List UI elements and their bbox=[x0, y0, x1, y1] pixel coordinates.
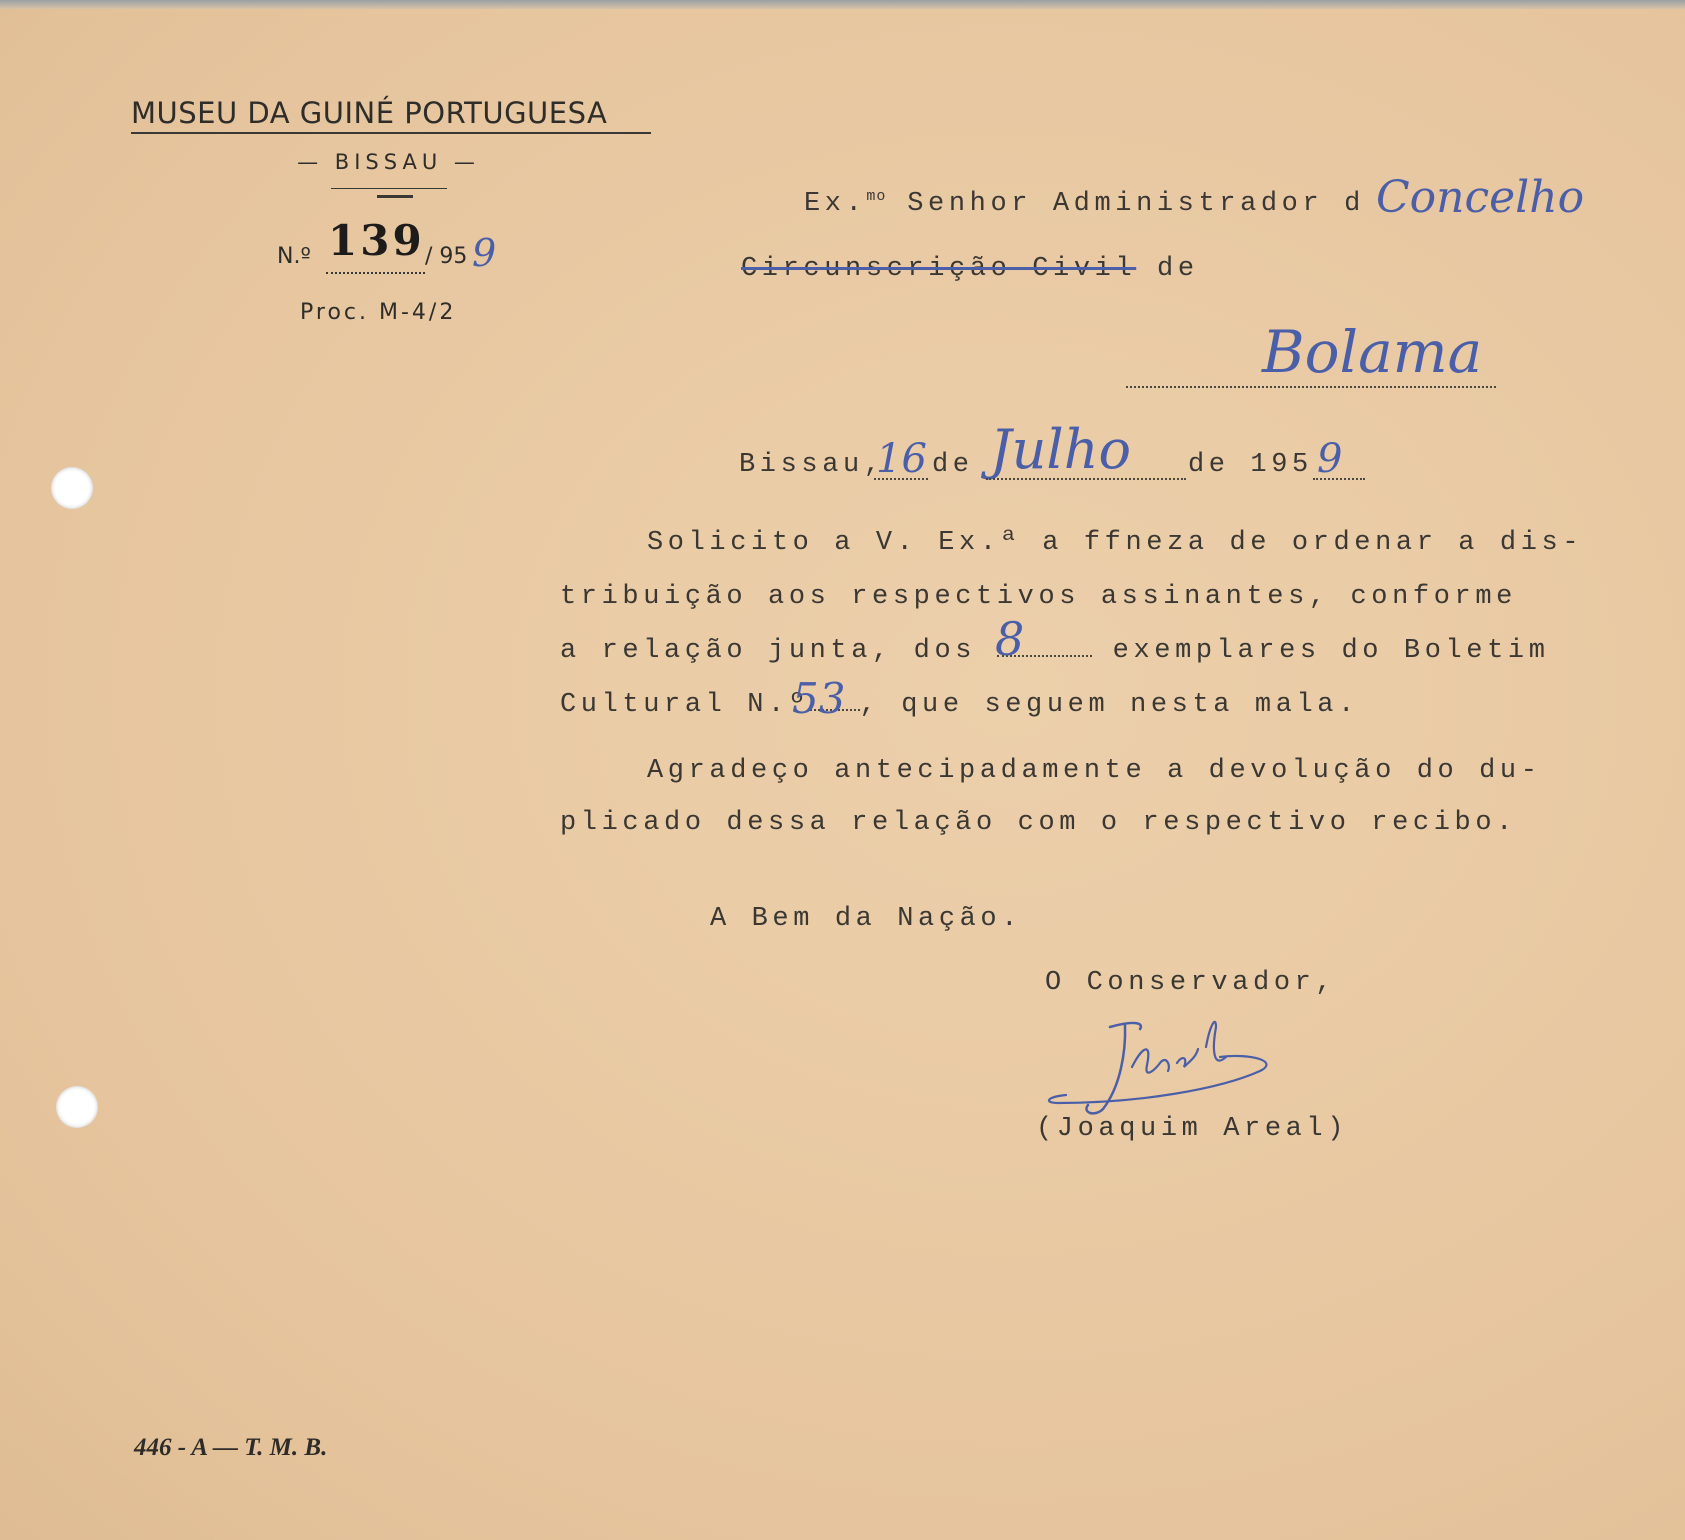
body-p1-line4 bbox=[560, 690, 1359, 720]
month-handwritten: Julho bbox=[990, 418, 1131, 481]
addressee-line-1 bbox=[804, 188, 1365, 219]
year-handwritten: 9 bbox=[1317, 436, 1343, 482]
punch-hole-bottom bbox=[56, 1086, 98, 1128]
signer-name: (Joaquim Areal) bbox=[1036, 1114, 1349, 1144]
signer-role: O Conservador, bbox=[1045, 968, 1337, 998]
after-struck-text: de bbox=[1136, 254, 1199, 284]
stamped-number: 139 bbox=[328, 216, 425, 265]
institution-name: MUSEU DA GUINÉ PORTUGUESA bbox=[131, 96, 651, 134]
handwritten-place: Bolama bbox=[1262, 318, 1483, 386]
scan-top-edge bbox=[0, 0, 1685, 9]
day-dotted-line bbox=[874, 478, 928, 480]
body-p2-line2: plicado dessa relação com o respectivo recibo. bbox=[560, 808, 1517, 838]
body-p1-line3-end: exemplares do Boletim bbox=[1091, 636, 1550, 666]
body-p2-line1: Agradeço antecipadamente a devolução do du- bbox=[647, 756, 1542, 786]
handwritten-title: Concelho bbox=[1376, 172, 1585, 223]
number-dotted-line bbox=[326, 272, 425, 274]
month-dotted-line bbox=[986, 478, 1186, 480]
bulletin-number-handwritten: 53 bbox=[792, 674, 846, 723]
closing-greeting: A Bem da Nação. bbox=[710, 904, 1023, 934]
body-p1-line3 bbox=[560, 636, 1550, 666]
body-p1-line1: Solicito a V. Ex.ª a ffneza de ordenar a dis- bbox=[647, 528, 1584, 558]
letterhead-dash bbox=[377, 195, 413, 198]
salutation-superscript: mo bbox=[866, 188, 887, 205]
struck-text: Circunscrição Civil bbox=[741, 254, 1137, 284]
year-suffix-handwritten: 9 bbox=[472, 231, 497, 275]
addressee-line-2 bbox=[741, 254, 1199, 284]
print-code: 446 - A — T. M. B. bbox=[134, 1434, 328, 1461]
year-prefix: / 95 bbox=[425, 244, 468, 269]
year-dotted-line bbox=[1313, 478, 1365, 480]
process-reference: Proc. M-4/2 bbox=[300, 300, 457, 325]
punch-hole-top bbox=[51, 467, 93, 509]
salutation-prefix: Ex. bbox=[804, 189, 867, 219]
date-de-2: de 195 bbox=[1188, 450, 1313, 480]
letterhead-city: — BISSAU — bbox=[297, 150, 480, 174]
date-de-1: de bbox=[932, 450, 974, 480]
date-place: Bissau, bbox=[739, 450, 885, 480]
salutation-rest: Senhor Administrador d bbox=[886, 189, 1365, 219]
body-p1-line4-start: Cultural N.º bbox=[560, 690, 810, 720]
body-p1-line3-start: a relação junta, dos bbox=[560, 636, 997, 666]
body-p1-line2: tribuição aos respectivos assinantes, conforme bbox=[560, 582, 1517, 612]
day-handwritten: 16 bbox=[876, 436, 927, 482]
letterhead-divider bbox=[331, 188, 447, 189]
copies-handwritten: 8 bbox=[995, 612, 1025, 666]
handwritten-signature bbox=[1040, 1005, 1340, 1125]
body-p1-line4-end: , que seguem nesta mala. bbox=[859, 690, 1359, 720]
number-label: N.º bbox=[277, 244, 311, 269]
place-dotted-line bbox=[1126, 386, 1496, 388]
